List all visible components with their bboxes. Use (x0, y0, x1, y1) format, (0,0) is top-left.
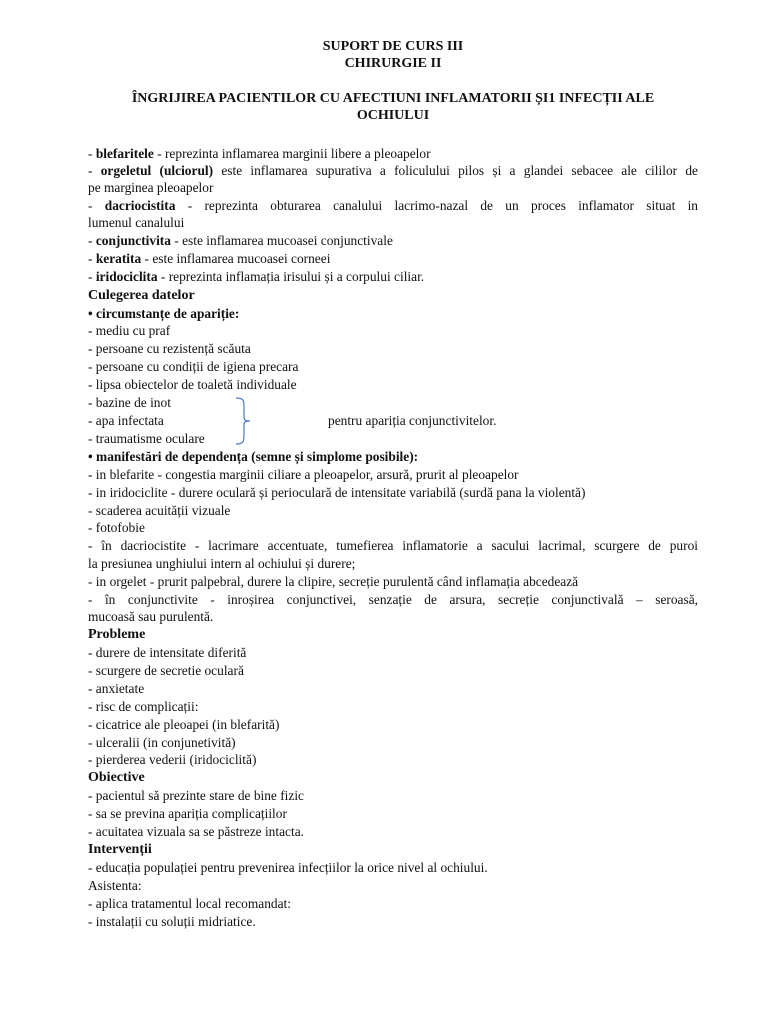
list-item: - scurgere de secretie oculară (88, 663, 244, 678)
definition-item: - iridociclita - reprezinta inflamația irisului și a corpului ciliar. (88, 269, 425, 284)
list-item: - scaderea acuității vizuale (88, 503, 231, 518)
list-item: - în dacriocistite - lacrimare accentuate, tumefierea inflamatorie a sacului lacrimal, scurgere de puroi (88, 538, 698, 553)
list-item: - in iridociclite - durere oculară și perioculară de intensitate variabilă (surdă pana la violentă) (88, 485, 586, 500)
course-subtitle: CHIRURGIE II (344, 56, 442, 71)
term: iridociclita (95, 269, 158, 284)
list-item: - bazine de inot (88, 395, 171, 410)
list-item: - persoane cu condiții de igiena precara (88, 359, 299, 374)
chapter-title: ÎNGRIJIREA PACIENTILOR CU AFECTIUNI INFLAMATORII ȘI1 INFECȚII ALE (131, 91, 655, 106)
list-item: - persoane cu rezistență scăuta (88, 341, 251, 356)
list-item: - apa infectata (88, 413, 164, 428)
list-item: - in orgelet - prurit palpebral, durere la clipire, secreție purulentă când inflamația abcedează (88, 574, 579, 589)
term: orgeletul (ulciorul) (100, 163, 214, 178)
definition-continuation: lumenul canalului (88, 215, 185, 230)
definition-item: - orgeletul (ulciorul) este inflamarea supurativa a foliculului pilos și a glandei sebacee ale cililor de (88, 163, 698, 178)
list-item: - educația populației pentru prevenirea infecțiilor la orice nivel al ochiului. (88, 860, 488, 875)
term: conjunctivita (95, 233, 171, 248)
section-heading-data-collection: Culegerea datelor (88, 288, 195, 303)
list-item: - durere de intensitate diferită (88, 645, 247, 660)
list-item: - pierderea vederii (iridociclită) (88, 752, 257, 767)
list-item: Asistenta: (88, 878, 142, 893)
list-item: - in blefarite - congestia marginii ciliare a pleoapelor, arsură, prurit al pleoapelor (88, 467, 519, 482)
list-item: - aplica tratamentul local recomandat: (88, 896, 291, 911)
list-item: - ulceralii (in conjunetivită) (88, 735, 236, 750)
list-item: - traumatisme oculare (88, 431, 205, 446)
list-item: - în conjunctivite - inroșirea conjunctivei, senzație de arsura, secreție conjunctivală – seroasă, (88, 592, 698, 607)
definition-item: - blefaritele - reprezinta inflamarea marginii libere a pleoapelor (88, 146, 431, 161)
list-item: - anxietate (88, 681, 145, 696)
subheading-manifestations: • manifestări de dependența (semne și simplome posibile): (88, 449, 419, 464)
section-heading-objectives: Obiective (88, 770, 145, 785)
list-item: - mediu cu praf (88, 323, 171, 338)
course-title: SUPORT DE CURS III (322, 39, 464, 54)
list-item-continuation: mucoasă sau purulentă. (88, 609, 214, 624)
list-item: - pacientul să prezinte stare de bine fizic (88, 788, 305, 803)
section-heading-problems: Probleme (88, 627, 146, 642)
subheading-circumstances: • circumstanțe de apariție: (88, 306, 240, 321)
list-item: - sa se previna apariția complicațiilor (88, 806, 287, 821)
list-item: - fotofobie (88, 520, 145, 535)
definition-item: - dacriocistita - reprezinta obturarea canalului lacrimo-nazal de un proces inflamator situat in (88, 198, 698, 213)
list-item: - cicatrice ale pleoapei (in blefarită) (88, 717, 280, 732)
curly-brace-icon (232, 397, 262, 445)
definition-continuation: pe marginea pleoapelor (88, 180, 214, 195)
term: keratita (95, 251, 142, 266)
definition-item: - conjunctivita - este inflamarea mucoasei conjunctivale (88, 233, 393, 248)
section-heading-interventions: Intervenții (88, 842, 152, 857)
list-item: - risc de complicații: (88, 699, 199, 714)
definition-item: - keratita - este inflamarea mucoasei corneei (88, 251, 331, 266)
chapter-title-continued: OCHIULUI (356, 108, 430, 123)
brace-note: pentru apariția conjunctivitelor. (328, 413, 497, 428)
list-item: - lipsa obiectelor de toaletă individuale (88, 377, 297, 392)
list-item: - instalații cu soluții midriatice. (88, 914, 256, 929)
term: blefaritele (95, 146, 154, 161)
list-item-continuation: la presiunea unghiului intern al ochiului și durere; (88, 556, 356, 571)
list-item: - acuitatea vizuala sa se păstreze intacta. (88, 824, 304, 839)
term: dacriocistita (104, 198, 176, 213)
